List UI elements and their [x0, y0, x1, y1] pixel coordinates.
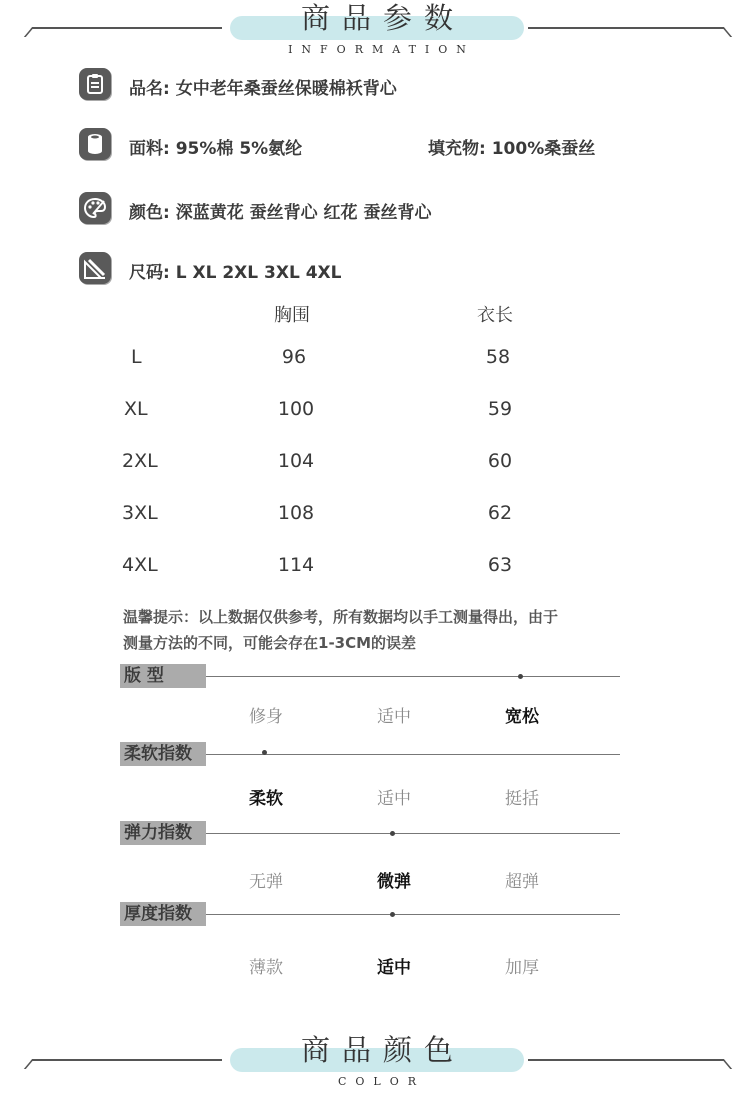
softness-indicator-dot: [262, 750, 267, 755]
table-cell-size: 2XL: [122, 450, 158, 472]
table-cell-length: 60: [487, 450, 513, 472]
column-header-chest: 胸围: [274, 305, 310, 326]
elasticity-indicator-line: [206, 833, 620, 834]
ruler-icon: [79, 252, 111, 284]
table-cell-length: 58: [485, 346, 511, 368]
table-cell-length: 59: [487, 398, 513, 420]
thickness-option: 加厚: [505, 958, 539, 978]
fabric-text: 面料: 95%棉 5%氨纶: [129, 139, 303, 159]
table-cell-size: 4XL: [122, 554, 158, 576]
softness-option: 柔软: [249, 789, 283, 809]
header-rule-right: [528, 27, 724, 29]
thickness-option: 薄款: [249, 958, 283, 978]
section-title: 商品参数: [300, 1, 465, 35]
color-text: 颜色: 深蓝黄花 蚕丝背心 红花 蚕丝背心: [129, 203, 432, 223]
column-header-length: 衣长: [477, 305, 513, 326]
table-cell-chest: 108: [277, 502, 315, 524]
thickness-indicator-line: [206, 914, 620, 915]
fit-option: 适中: [377, 707, 411, 727]
elasticity-option: 无弹: [249, 872, 283, 892]
section-subtitle: COLOR: [337, 1075, 426, 1088]
clipboard-icon: [79, 68, 111, 100]
table-cell-chest: 100: [277, 398, 315, 420]
product-name: 品名: 女中老年桑蚕丝保暖棉袄背心: [129, 79, 397, 99]
elasticity-option: 超弹: [505, 872, 539, 892]
table-cell-length: 62: [487, 502, 513, 524]
fabric-spool-icon: [79, 128, 111, 160]
fit-indicator-dot: [518, 674, 523, 679]
fit-option: 宽松: [505, 707, 539, 727]
fit-indicator-label: 版 型: [120, 664, 206, 688]
palette-icon: [79, 192, 111, 224]
softness-option: 适中: [377, 789, 411, 809]
softness-indicator-label: 柔软指数: [120, 742, 206, 766]
thickness-indicator-dot: [390, 912, 395, 917]
section-subtitle: INFORMATION: [288, 43, 475, 56]
table-cell-chest: 96: [281, 346, 307, 368]
thickness-option: 适中: [377, 958, 411, 978]
elasticity-indicator-dot: [390, 831, 395, 836]
table-cell-size: XL: [124, 398, 148, 420]
header-rule-left: [32, 27, 222, 29]
section-title: 商品颜色: [300, 1033, 465, 1067]
filling-text: 填充物: 100%桑蚕丝: [428, 139, 596, 159]
measurement-note-line-1: 温馨提示：以上数据仅供参考，所有数据均以手工测量得出，由于: [123, 608, 559, 626]
table-cell-chest: 114: [277, 554, 315, 576]
elasticity-indicator-label: 弹力指数: [120, 821, 206, 845]
softness-option: 挺括: [505, 789, 539, 809]
header-rule-right: [528, 1059, 724, 1061]
table-cell-chest: 104: [277, 450, 315, 472]
elasticity-option: 微弹: [377, 872, 411, 892]
size-text: 尺码: L XL 2XL 3XL 4XL: [129, 263, 342, 283]
table-cell-size: L: [131, 346, 142, 368]
header-rule-left: [32, 1059, 222, 1061]
fit-option: 修身: [249, 707, 283, 727]
thickness-indicator-label: 厚度指数: [120, 902, 206, 926]
table-cell-size: 3XL: [122, 502, 158, 524]
measurement-note-line-2: 测量方法的不同，可能会存在1-3CM的误差: [123, 634, 417, 652]
table-cell-length: 63: [487, 554, 513, 576]
fit-indicator-line: [206, 676, 620, 677]
softness-indicator-line: [206, 754, 620, 755]
color-section-header: [0, 1032, 750, 1112]
info-section-header: [0, 0, 750, 80]
